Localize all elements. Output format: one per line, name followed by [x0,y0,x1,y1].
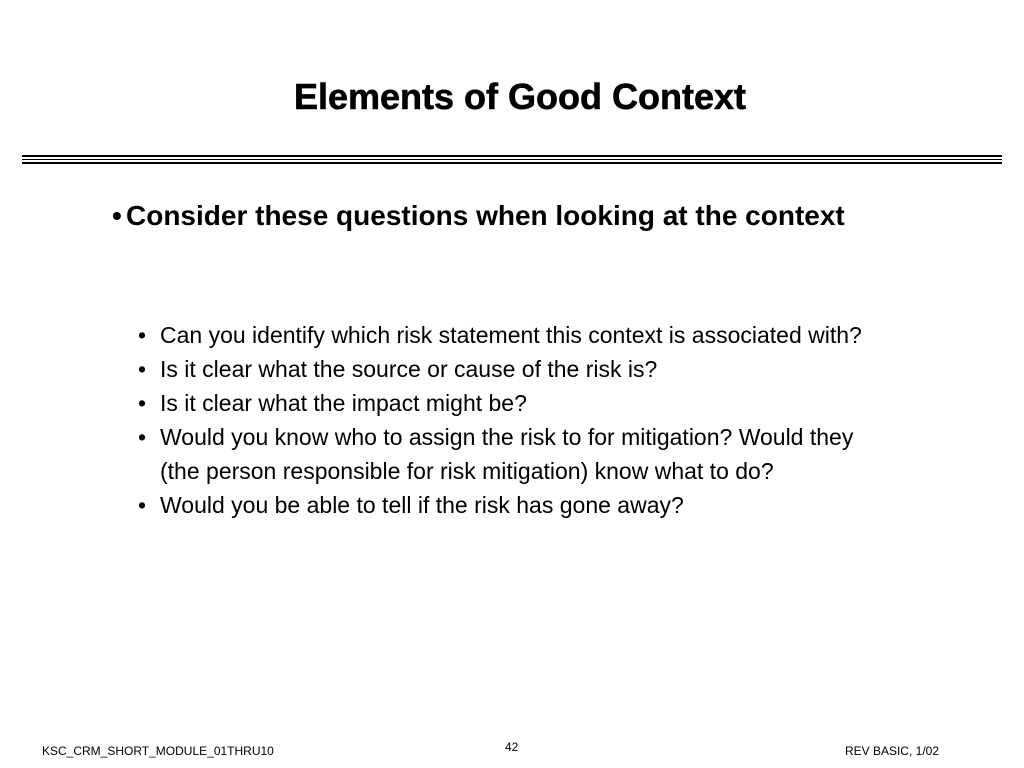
list-item [138,488,898,522]
slide-title: Elements of Good Context [293,76,747,117]
bullet-marker: • [138,390,147,416]
list-item-text: Would you be able to tell if the risk has gone away? [160,492,684,518]
main-bullet [112,196,892,236]
bullet-marker: • [138,424,147,450]
bullet-marker: • [138,322,147,348]
footer-module-id: KSC_CRM_SHORT_MODULE_01THRU10 [42,744,274,758]
footer-page-number: 42 [505,740,519,754]
title-divider-middle [22,159,1002,160]
list-item-text: Is it clear what the source or cause of the risk is? [160,356,658,382]
list-item [138,318,898,352]
list-item [138,352,898,386]
list-item [138,386,898,420]
bullet-marker: • [112,200,122,231]
list-item-text: Can you identify which risk statement this context is associated with? [160,322,862,348]
bullet-marker: • [138,492,147,518]
list-item-text: Is it clear what the impact might be? [160,390,527,416]
title-divider-bottom [22,162,1002,164]
main-bullet-text: Consider these questions when looking at the context [126,200,845,231]
list-item [138,420,898,488]
footer-revision: REV BASIC, 1/02 [844,744,939,758]
bullet-marker: • [138,356,147,382]
title-divider-top [22,155,1002,157]
list-item-text: Would you know who to assign the risk to for mitigation? Would they (the person responsible for risk mitigation) know what to do? [160,424,854,484]
sub-bullet-list [138,318,898,522]
